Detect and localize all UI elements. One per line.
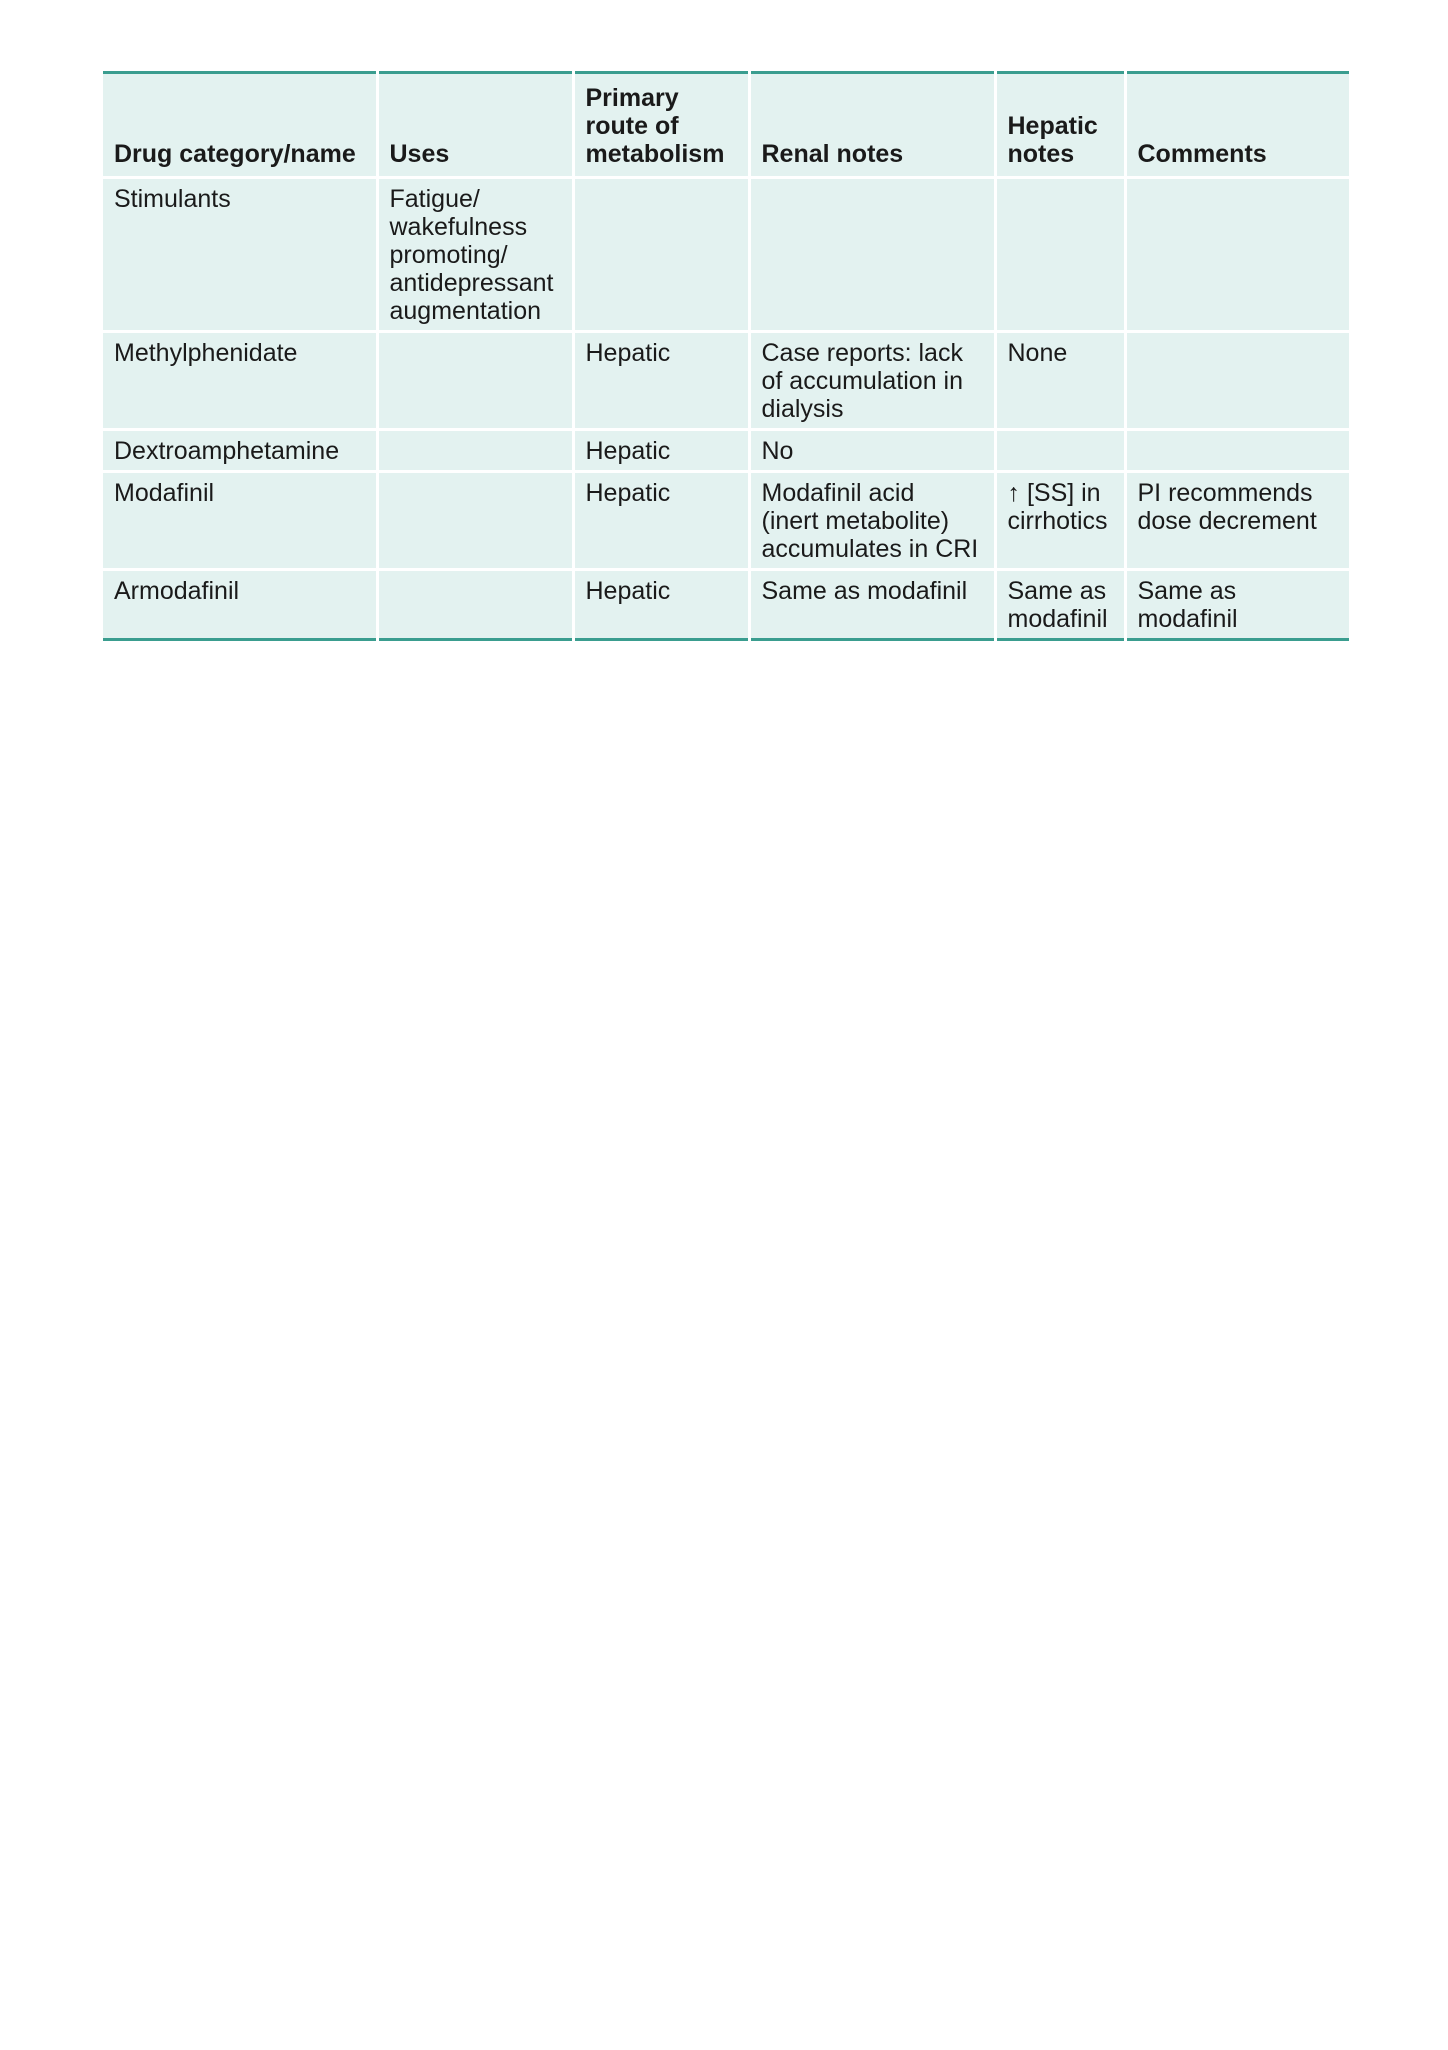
cell-hepatic: Same as modafinil (995, 570, 1125, 640)
table-row (103, 472, 1349, 570)
cell-route: Hepatic (573, 472, 749, 570)
cell-route: Hepatic (573, 332, 749, 430)
table-body (103, 178, 1349, 640)
cell-hepatic: None (995, 332, 1125, 430)
cell-route (573, 178, 749, 332)
header-row (103, 73, 1349, 178)
cell-comments (1125, 178, 1349, 332)
cell-comments (1125, 430, 1349, 472)
cell-drug: Armodafinil (103, 570, 377, 640)
cell-hepatic (995, 430, 1125, 472)
table-row (103, 332, 1349, 430)
table-row (103, 178, 1349, 332)
table-row (103, 570, 1349, 640)
cell-comments: Same as modafinil (1125, 570, 1349, 640)
header-route: Primary route of metabolism (573, 73, 749, 178)
cell-drug: Methylphenidate (103, 332, 377, 430)
cell-drug: Stimulants (103, 178, 377, 332)
drug-table-container (103, 71, 1349, 641)
cell-drug: Modafinil (103, 472, 377, 570)
cell-uses (377, 570, 573, 640)
header-renal: Renal notes (749, 73, 995, 178)
cell-uses (377, 472, 573, 570)
cell-comments: PI recommends dose decrement (1125, 472, 1349, 570)
drug-metabolism-table (103, 71, 1349, 641)
cell-uses (377, 430, 573, 472)
cell-route: Hepatic (573, 430, 749, 472)
table-header (103, 73, 1349, 178)
cell-hepatic: ↑ [SS] in cirrhotics (995, 472, 1125, 570)
cell-comments (1125, 332, 1349, 430)
table-row (103, 430, 1349, 472)
cell-uses (377, 332, 573, 430)
header-hepatic: Hepatic notes (995, 73, 1125, 178)
header-comments: Comments (1125, 73, 1349, 178)
cell-route: Hepatic (573, 570, 749, 640)
cell-renal (749, 178, 995, 332)
cell-hepatic (995, 178, 1125, 332)
cell-renal: Same as modafinil (749, 570, 995, 640)
cell-drug: Dextroamphetamine (103, 430, 377, 472)
header-drug: Drug category/name (103, 73, 377, 178)
cell-renal: Modafinil acid (inert metabolite) accumulates in CRI (749, 472, 995, 570)
cell-uses: Fatigue/ wakefulness promoting/ antidepressant augmentation (377, 178, 573, 332)
header-uses: Uses (377, 73, 573, 178)
cell-renal: No (749, 430, 995, 472)
cell-renal: Case reports: lack of accumulation in dialysis (749, 332, 995, 430)
